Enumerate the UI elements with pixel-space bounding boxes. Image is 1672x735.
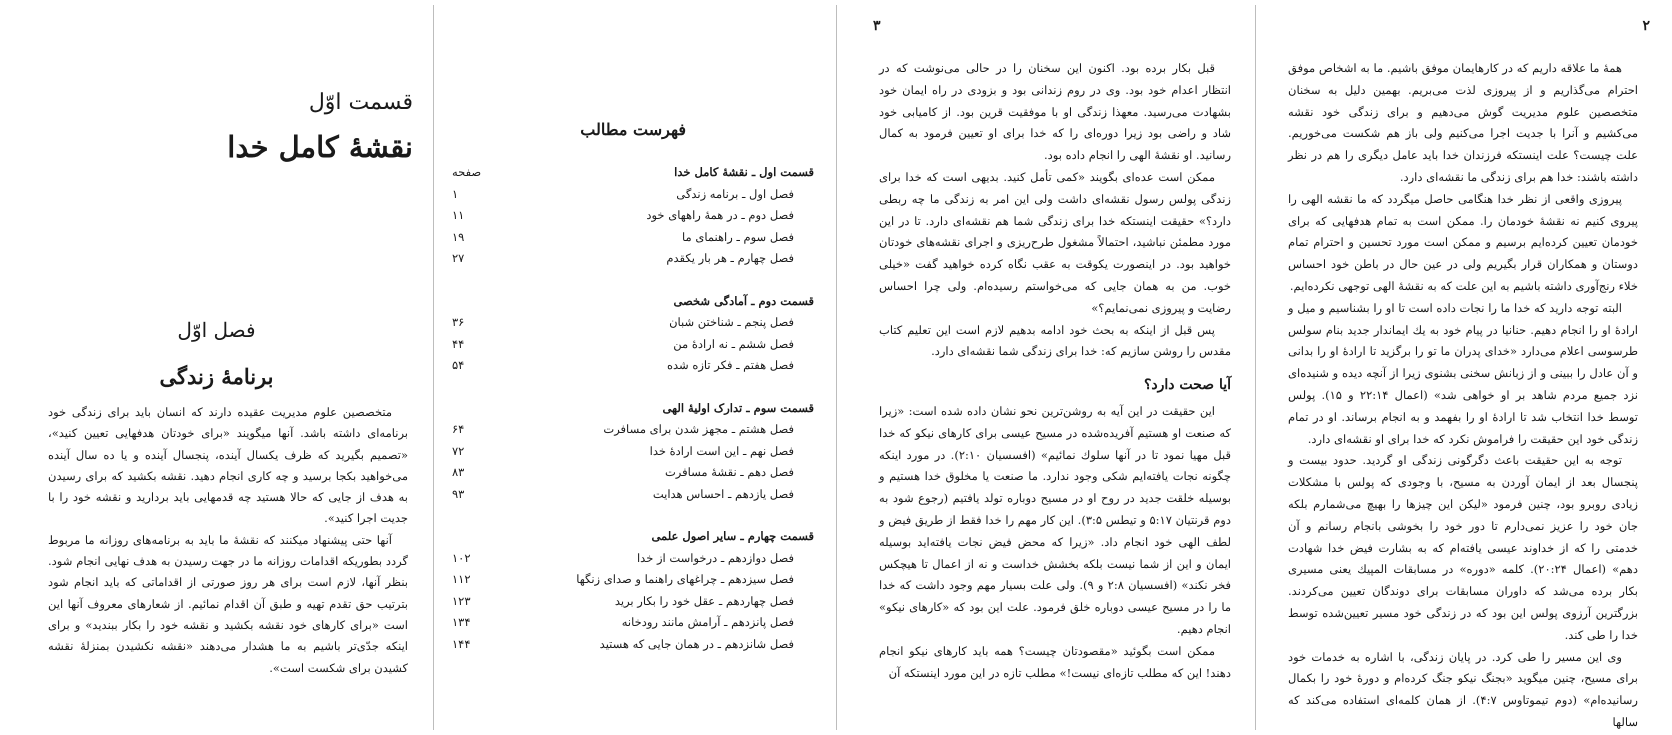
toc-entry-page: ۳۶ bbox=[452, 315, 465, 329]
paragraph: پس قبل از اینکه به بحث خود ادامه بدهیم لازم است این تعلیم کتاب مقدس را روشن سازیم که: خدا برای زندگی شما نقشه‌ای دارد. bbox=[879, 322, 1231, 359]
toc-entry-page: ۱ bbox=[452, 186, 459, 201]
toc-entry-page: ۱۰۲ bbox=[452, 550, 471, 565]
toc-entry[interactable] bbox=[452, 548, 814, 570]
toc-entry[interactable] bbox=[452, 462, 814, 484]
paragraph: همهٔ ما علاقه داریم که در کارهایمان موفق باشیم. ما به اشخاص موفق احترام می‌گذاریم و از پیروزی لذت می‌بریم. بهمین دلیل به سخنان متخصصین علوم مدیریت گوش می‌دهیم و برای زندگی خود نقشه می‌کشیم و آنرا با جدیت اجرا می‌کنیم ولی باز هم شکست می‌خوریم. علت چیست؟ علت اینستکه فرزندان خدا باید عامل دیگری را هم در نظر داشته باشند: خدا هم برای زندگی ما نقشه‌ای دارد. bbox=[1288, 61, 1638, 184]
toc-entry-page: ۱۱ bbox=[452, 208, 465, 222]
toc-entry-label: فصل دهم ـ نقشهٔ مسافرت bbox=[664, 465, 794, 479]
toc-entry[interactable] bbox=[452, 419, 814, 441]
page-number: ۲ bbox=[1642, 18, 1650, 34]
toc-part bbox=[452, 162, 814, 184]
paragraph: ممکن است بگوئید «مقصودتان چیست؟ همه باید کارهای نیکو انجام دهند! این که مطلب تازه‌ای نیست!» مطلب تازه در این مورد اینستکه آن bbox=[879, 643, 1231, 680]
toc-gap bbox=[452, 377, 814, 398]
toc-entry[interactable] bbox=[452, 569, 814, 591]
toc-entry[interactable] bbox=[452, 248, 814, 270]
toc-entry[interactable] bbox=[452, 484, 814, 506]
toc-entry[interactable] bbox=[452, 612, 814, 634]
toc-entry-label: فصل سیزدهم ـ چراغهای راهنما و صدای زنگها bbox=[576, 572, 794, 586]
paragraph: آنها حتی پیشنهاد میکنند که نقشهٔ ما باید به برنامه‌های روزانه ما مربوط گردد بطوریکه اقدامات روزانه ما در جهت رسیدن به هدف نهایی انجام شود. بنظر آنها، لازم است برای هر روز صورتی از اقداماتی که باید انجام شود بترتیب حق تقدم تهیه و طبق آن اقدام نمائیم. از شعارهای معروف آنها این است «برای کارهای خود نقشه بکشید و نقشه خود را بکار ببندید» و برای اینکه جدّی‌تر باشیم به ما هشدار می‌دهند «نقشه نکشیدن بمنزلهٔ نقشه کشیدن برای شکست است». bbox=[48, 532, 408, 675]
toc-entry-label: فصل ششم ـ نه ارادهٔ من bbox=[673, 336, 794, 351]
toc-entry-page: ۱۳۴ bbox=[452, 615, 471, 629]
toc-entry-label: فصل یازدهم ـ احساس هدایت bbox=[652, 486, 794, 501]
toc-title: فهرست مطالب bbox=[580, 120, 686, 139]
page-two bbox=[1256, 0, 1672, 735]
toc-entry-page: ۷۲ bbox=[452, 443, 465, 458]
toc-entry[interactable] bbox=[452, 312, 814, 334]
section-heading: آیا صحت دارد؟ bbox=[1143, 377, 1231, 394]
toc-gap bbox=[452, 270, 814, 291]
page-table-of-contents bbox=[434, 0, 836, 735]
toc-part bbox=[452, 526, 814, 548]
chapter-subtitle: برنامهٔ زندگی bbox=[159, 364, 274, 389]
toc-part-title: قسمت دوم ـ آمادگی شخصی bbox=[673, 293, 814, 308]
toc-entry[interactable] bbox=[452, 205, 814, 227]
page-body bbox=[879, 58, 1231, 684]
toc-page-spacer bbox=[452, 526, 492, 548]
paragraph: این حقیقت در این آیه به روشن‌ترین نحو نشان داده شده است: «زیرا که صنعت او هستیم آفریده‌شده در مسیح عیسی برای کارهای نیکو که خدا قبل مهیا نمود تا در آنها سلوك نمائیم» (افسسیان ۲:۱۰). در مورد اینکه چگونه نجات یافته‌ایم شکی وجود ندارد. ما صنعت یا مخلوق خدا هستیم و بوسیله خلقت جدید در روح او در مسیح دوباره تولد یافتیم (رجوع شود به دوم قرنتیان ۵:۱۷ و تیطس ۳:۵). این کار مهم را خدا فقط از طریق فیض و لطف الهی خود انجام داد. «زیرا که محض فیض نجات یافته‌اید بوسیله ایمان و این از شما نیست بلکه بخشش خداست و نه از اعمال تا هیچکس فخر نکند» (افسسیان ۲:۸ و ۹). ولی علت بسیار مهم وجود داشت که خدا ما را در مسیح عیسی دوباره خلق فرمود. علت این بود که «کارهای نیکو» انجام دهیم. bbox=[879, 403, 1231, 636]
chapter-title: فصل اوّل bbox=[177, 318, 256, 342]
toc-entry[interactable] bbox=[452, 441, 814, 463]
toc-entry-page: ۱۲۳ bbox=[452, 593, 471, 608]
toc-part bbox=[452, 398, 814, 420]
toc-entry-page: ۴۴ bbox=[452, 336, 465, 351]
toc-gap bbox=[452, 505, 814, 526]
toc-entry-label: فصل شانزدهم ـ در همان جایی که هستید bbox=[599, 636, 794, 651]
toc-entry-page: ۱۹ bbox=[452, 229, 465, 244]
toc-entry-page: ۸۳ bbox=[452, 465, 465, 479]
toc-entry-page: ۵۴ bbox=[452, 358, 465, 372]
paragraph: پیروزی واقعی از نظر خدا هنگامی حاصل میگردد که ما نقشه الهی را پیروی کنیم نه نقشهٔ خودمان را. ممکن است به تمام هدفهایی که برای خودمان تعیین کرده‌ایم برسیم و ممکن است مورد تحسین و احترام تمام دوستان و همکاران قرار بگیریم ولی در عین حال در باطن خود احساس خلاء رنج‌آوری داشته باشیم به این علت که به نقشهٔ الهی توجهی نکرده‌ایم. bbox=[1288, 191, 1638, 293]
toc-entry-label: فصل اول ـ برنامه زندگی bbox=[676, 186, 794, 201]
toc-entry[interactable] bbox=[452, 184, 814, 206]
toc-entry-page: ۱۱۲ bbox=[452, 572, 471, 586]
toc-entry[interactable] bbox=[452, 334, 814, 356]
toc-page-spacer bbox=[452, 398, 492, 420]
paragraph: البته توجه دارید که خدا ما را نجات داده است تا او را بشناسیم و میل و ارادهٔ او را انجام دهیم. حنانیا در پیام خود به یك ایماندار جدید بنام سولس طرسوسی اعلام می‌دارد «خدای پدران ما تو را برگزید تا ارادهٔ او را بدانی و آن عادل را ببینی و از زبانش سخنی بشنوی زیرا از آنچه دیده و شنیده‌ای نزد جمیع مردم شاهد بر او خواهی شد» (اعمال ۲۲:۱۴ و ۱۵). پولس توسط خدا انتخاب شد تا ارادهٔ او را بفهمد و به انجام برساند. او در تمام زندگی خود این حقیقت را فراموش نکرد که خدا برای او نقشه‌ای دارد. bbox=[1288, 300, 1638, 446]
toc-entry-label: فصل پنجم ـ شناختن شبان bbox=[669, 315, 794, 329]
toc-entry-label: فصل پانزدهم ـ آرامش مانند رودخانه bbox=[621, 615, 794, 629]
paragraph: ممکن است عده‌ای بگویند «کمی تأمل کنید. بدیهی است که خدا برای زندگی پولس رسول نقشه‌ای داشت ولی این امر به زندگی ما چه ربطی دارد؟» حقیقت اینستکه خدا برای زندگی شما هم نقشه‌ای دارد. تا در این مورد مطمئن نباشید، احتمالاً مشغول طرح‌ریزی و اجرای نقشه‌های خودتان خواهید بود. در اینصورت یکوقت به عقب نگاه کرده خواهید گفت «خیلی خوب. من به همان جایی که می‌خواستم رسیده‌ام. ولی چرا احساس رضایت و پیروزی نمی‌نمایم؟» bbox=[879, 169, 1231, 315]
toc-entry-label: فصل سوم ـ راهنمای ما bbox=[682, 229, 794, 244]
page-body bbox=[1288, 58, 1638, 734]
chapter-body bbox=[48, 402, 408, 679]
toc-entry[interactable] bbox=[452, 591, 814, 613]
paragraph: قبل بکار برده بود. اکنون این سخنان را در حالی می‌نوشت که در انتظار اعدام خود بود. وی در روم زندانی بود و بزودی در راه ایمان خود بشهادت می‌رسید. معهذا زندگی او با موفقیت قرین بود. از کامیابی خود شاد و راضی بود زیرا دوره‌ای را که خدا برای او تعیین فرمود به کمال رسانید. او نقشهٔ الهی را انجام داده بود. bbox=[879, 61, 1231, 163]
toc-entry-label: فصل هشتم ـ مجهز شدن برای مسافرت bbox=[603, 422, 794, 436]
toc-page-spacer bbox=[452, 291, 492, 313]
page-part-one bbox=[0, 0, 433, 735]
toc-entry[interactable] bbox=[452, 634, 814, 656]
paragraph: متخصصین علوم مدیریت عقیده دارند که انسان باید برای زندگی خود برنامه‌ای داشته باشد. آنها میگویند «برای خودتان هدفهایی تعیین کنید»، «تصمیم بگیرید که ظرف یکسال آینده، پنجسال آینده و یا ده سال آینده می‌خواهید بکجا برسید و چه کاری انجام دهید. نقشه بکشید که برای رسیدن به هدف از جایی که حالا هستید چه قدمهایی باید بردارید و نقشه خود را با جدیت اجرا کنید». bbox=[48, 405, 408, 526]
toc-entry[interactable] bbox=[452, 355, 814, 377]
part-subtitle: نقشهٔ کامل خدا bbox=[227, 130, 413, 164]
toc-part bbox=[452, 291, 814, 313]
toc-part-title: قسمت چهارم ـ سایر اصول علمی bbox=[651, 529, 814, 543]
paragraph: وی این مسیر را طی کرد. در پایان زندگی، با اشاره به خدمات خود برای مسیح، چنین میگوید «بجنگ نیکو جنگ کرده‌ام و دورهٔ خود را بکمال رسانیده‌ام» (دوم تیموتاوس ۴:۷). از همان کلمه‌ای استفاده می‌کند که سالها bbox=[1288, 649, 1638, 729]
toc-entry-label: فصل چهاردهم ـ عقل خود را بکار برید bbox=[614, 593, 794, 608]
page-three bbox=[837, 0, 1255, 735]
toc-page-label: صفحه bbox=[452, 165, 482, 179]
toc-entry-label: فصل چهارم ـ هر بار یکقدم bbox=[666, 251, 794, 265]
toc-entry-label: فصل دوازدهم ـ درخواست از خدا bbox=[636, 550, 794, 565]
toc-entry-page: ۶۴ bbox=[452, 422, 465, 436]
toc-part-title: قسمت سوم ـ تدارک اولیهٔ الهی bbox=[662, 400, 814, 415]
toc-entry-label: فصل دوم ـ در همهٔ راههای خود bbox=[646, 208, 794, 222]
toc-entry-page: ۱۴۴ bbox=[452, 636, 471, 651]
toc-entry[interactable] bbox=[452, 227, 814, 249]
part-title: قسمت اوّل bbox=[308, 90, 413, 115]
toc-part-title: قسمت اول ـ نقشهٔ کامل خدا bbox=[674, 165, 814, 179]
page-number: ۳ bbox=[873, 18, 881, 34]
toc-entry-page: ۹۳ bbox=[452, 486, 465, 501]
toc-list bbox=[452, 162, 814, 655]
toc-entry-page: ۲۷ bbox=[452, 251, 465, 265]
toc-entry-label: فصل نهم ـ این است ارادهٔ خدا bbox=[649, 443, 794, 458]
toc-entry-label: فصل هفتم ـ فکر تازه شده bbox=[666, 358, 794, 372]
paragraph: توجه به این حقیقت باعث دگرگونی زندگی او گردید. حدود بیست و پنجسال بعد از ایمان آوردن به مسیح، با وجودی که پولس با مشکلات زیادی روبرو بود، چنین فرمود «لیکن این چیزها را بهیچ می‌شمارم بلکه جان خود را عزیز نمی‌دارم تا دور خود را بخوشی بانجام رسانم و آن خدمتی را که از خداوند عیسی یافته‌ام که به بشارت فیض خدا شهادت دهم» (اعمال ۲۰:۲۴). کلمه «دوره» در مسابقات المپیك یعنی مسیری بکار برده می‌شد که داوران مسابقات برای دوندگان تعیین می‌کردند. بزرگترین آرزوی پولس این بود که در زندگی خود مسیر تعیین‌شده توسط خدا را طی کند. bbox=[1288, 453, 1638, 642]
